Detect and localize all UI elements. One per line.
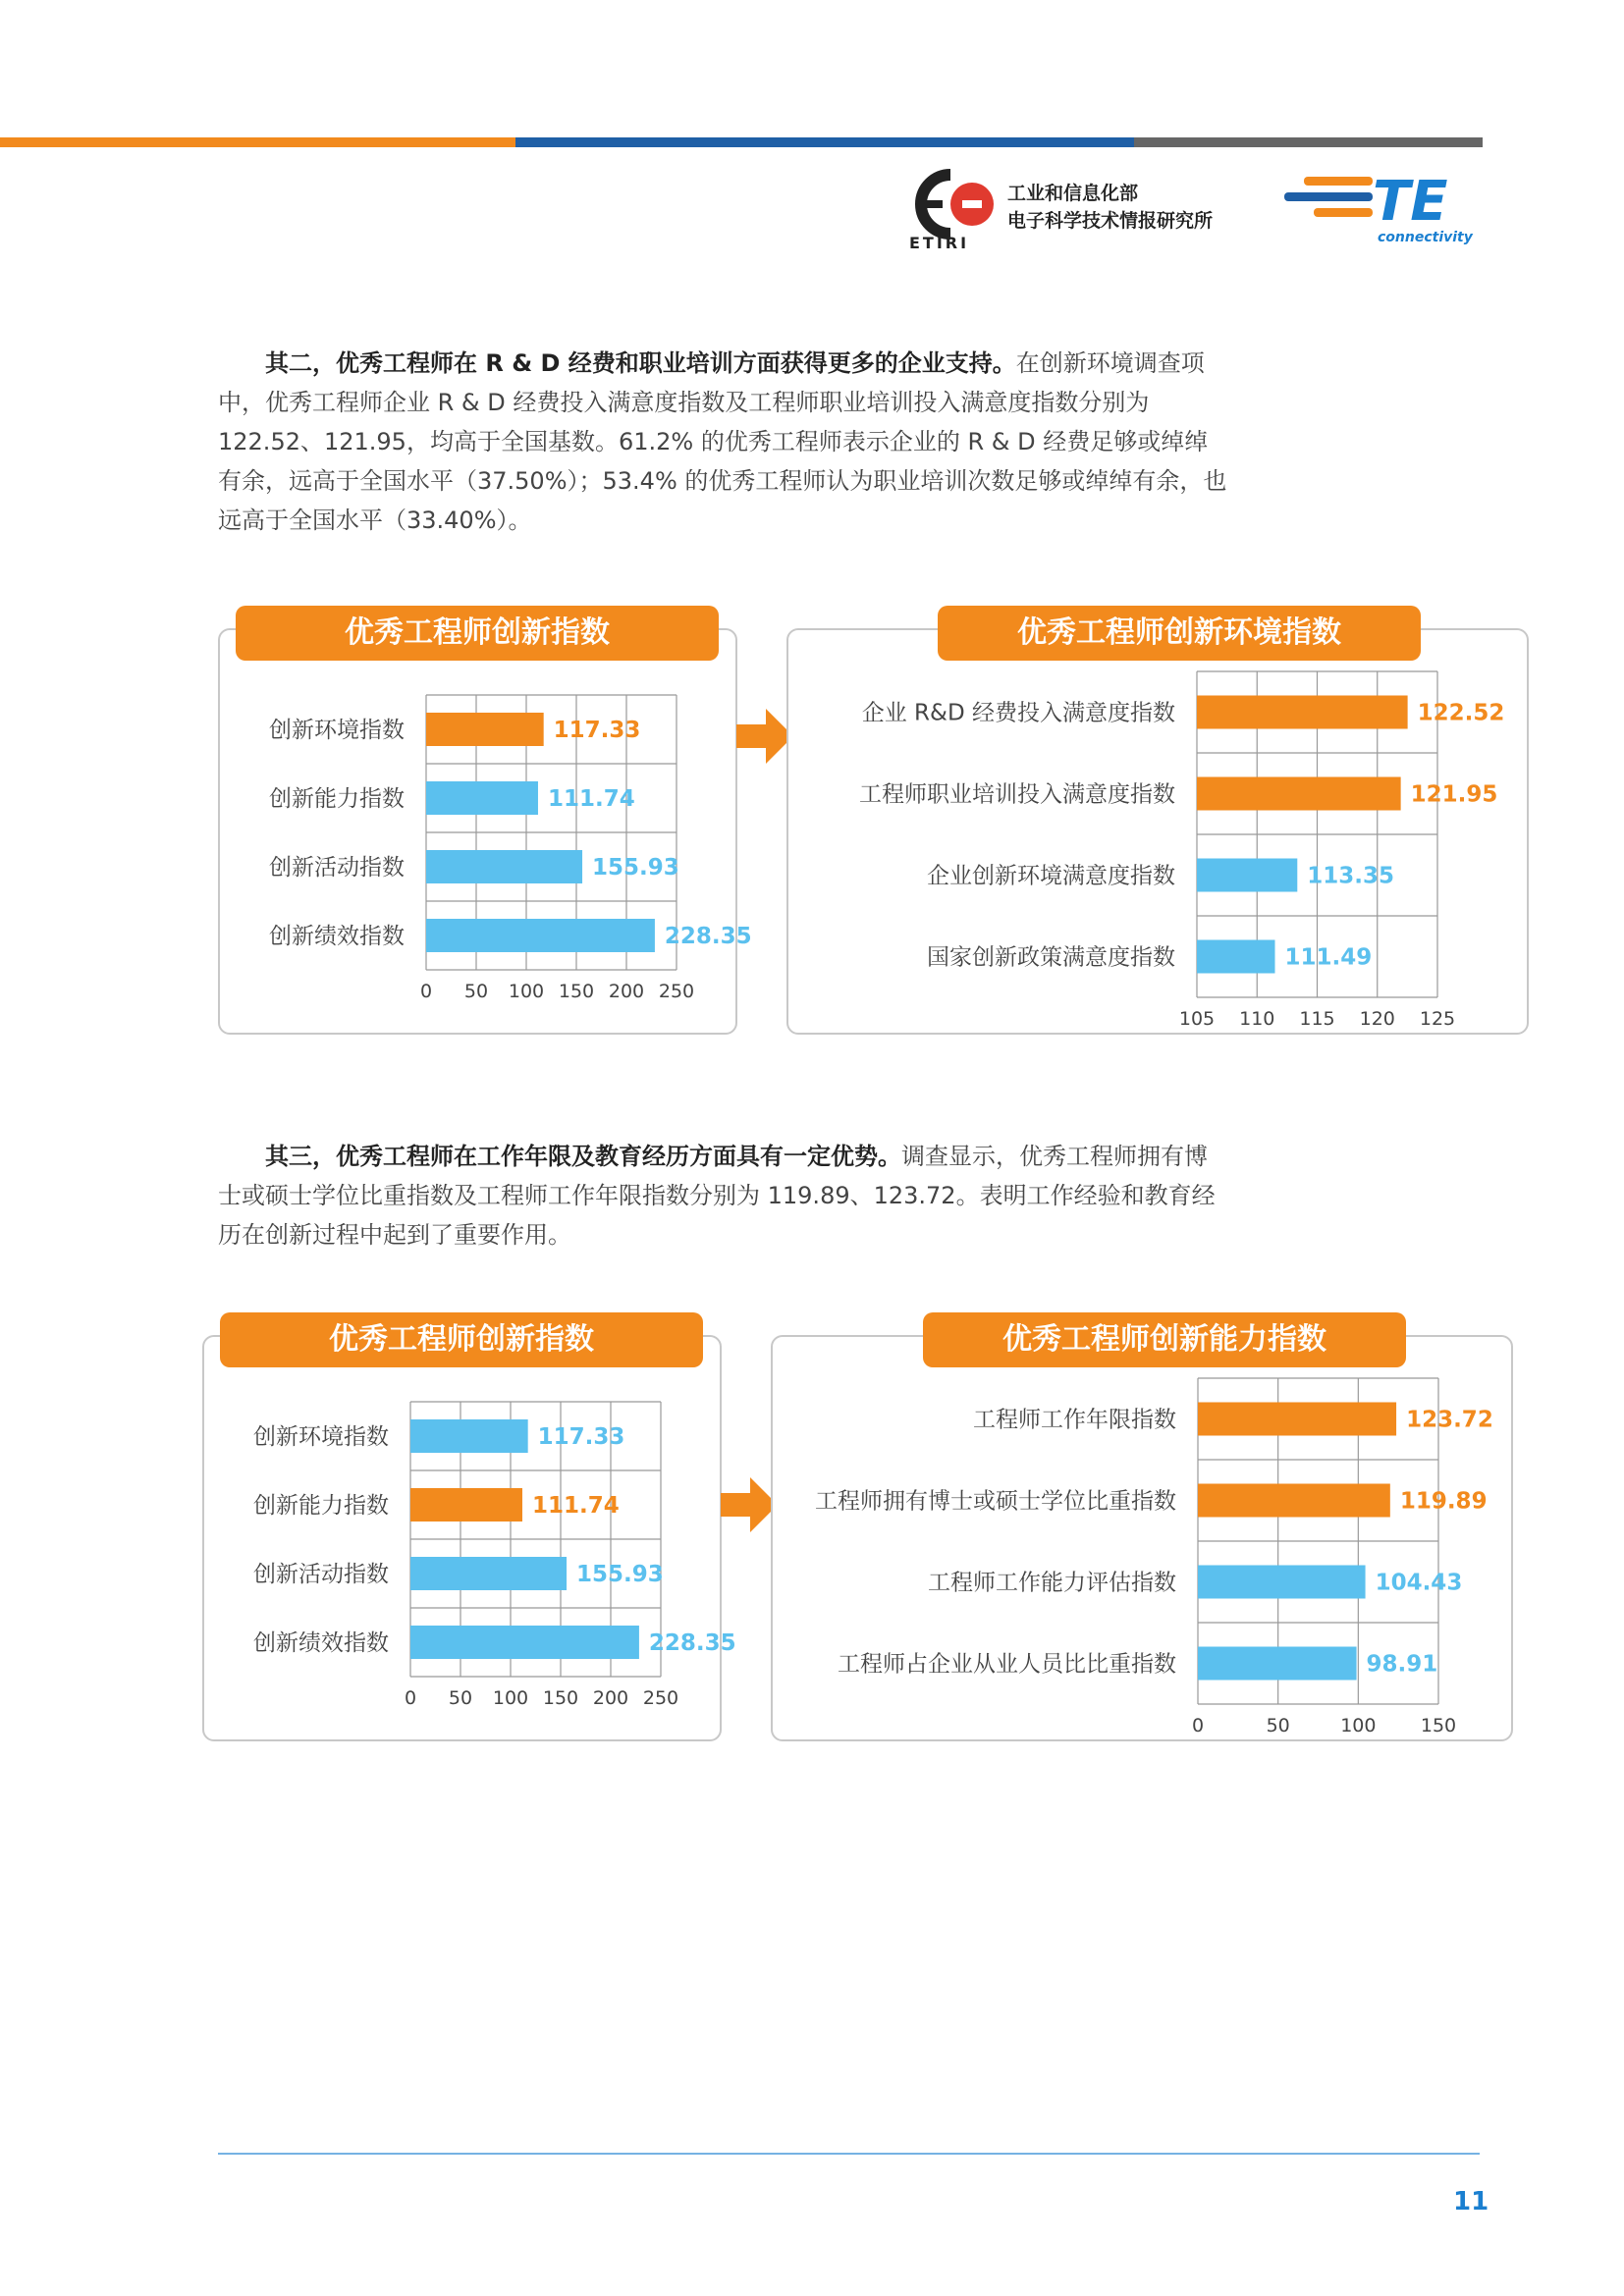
paragraph-body: 调查显示，优秀工程师拥有博士或硕士学位比重指数及工程师工作年限指数分别为 119.89、123.72。表明工作经验和教育经历在创新过程中起到了重要作用。 <box>218 1143 1216 1249</box>
data-label: 117.33 <box>537 1424 625 1450</box>
bar <box>1198 1484 1390 1518</box>
category-label: 创新绩效指数 <box>253 1630 389 1656</box>
chart-title: 优秀工程师创新能力指数 <box>923 1312 1406 1367</box>
x-tick-label: 150 <box>542 1687 579 1709</box>
page-number: 11 <box>1453 2187 1489 2216</box>
category-label: 工程师拥有博士或硕士学位比重指数 <box>815 1488 1176 1515</box>
x-tick-label: 150 <box>558 981 595 1002</box>
category-label: 企业 R&D 经费投入满意度指数 <box>861 700 1175 726</box>
te-tagline: connectivity <box>1378 230 1473 245</box>
data-label: 155.93 <box>592 855 679 881</box>
x-tick-label: 115 <box>1299 1008 1335 1030</box>
data-label: 111.74 <box>531 1493 620 1519</box>
x-tick-label: 0 <box>1191 1715 1205 1736</box>
x-tick-label: 100 <box>492 1687 529 1709</box>
bar <box>410 1419 528 1453</box>
bar <box>426 781 538 815</box>
category-label: 创新环境指数 <box>269 718 405 743</box>
category-label: 创新能力指数 <box>269 786 405 812</box>
org-name-line2: 电子科学技术情报研究所 <box>1007 210 1214 232</box>
x-tick-label: 0 <box>404 1687 417 1709</box>
data-label: 117.33 <box>553 718 641 743</box>
data-label: 111.49 <box>1284 944 1373 971</box>
data-label: 121.95 <box>1410 781 1498 808</box>
x-tick-label: 120 <box>1359 1008 1395 1030</box>
x-tick-label: 150 <box>1420 1715 1457 1736</box>
data-label: 113.35 <box>1307 863 1395 889</box>
data-label: 98.91 <box>1366 1651 1438 1678</box>
bar <box>1197 696 1408 729</box>
category-label: 企业创新环境满意度指数 <box>927 863 1175 889</box>
bar <box>410 1626 639 1659</box>
paragraph-rd-support <box>218 344 1229 540</box>
te-wordmark: TE <box>1373 170 1448 234</box>
bar <box>410 1557 567 1590</box>
paragraph-lead: 其二，优秀工程师在 R & D 经费和职业培训方面获得更多的企业支持。 <box>265 349 1016 377</box>
category-label: 创新绩效指数 <box>269 924 405 949</box>
bar <box>410 1488 522 1522</box>
chart-title: 优秀工程师创新指数 <box>236 606 719 661</box>
x-tick-label: 100 <box>1340 1715 1377 1736</box>
top-bar-blue <box>515 137 1134 147</box>
category-label: 工程师工作能力评估指数 <box>928 1570 1176 1596</box>
top-bar-orange <box>0 137 515 147</box>
category-label: 工程师职业培训投入满意度指数 <box>859 781 1175 808</box>
bar <box>1198 1566 1366 1599</box>
bar-chart-environment-index <box>786 628 1525 1031</box>
data-label: 155.93 <box>576 1562 664 1587</box>
org-name-line1: 工业和信息化部 <box>1007 183 1139 204</box>
data-label: 228.35 <box>664 924 752 949</box>
bar-chart-capability-index <box>771 1335 1509 1737</box>
data-label: 122.52 <box>1417 700 1505 726</box>
category-label: 创新活动指数 <box>269 855 405 881</box>
footer-divider <box>218 2153 1480 2155</box>
category-label: 创新能力指数 <box>253 1493 389 1519</box>
x-tick-label: 250 <box>658 981 695 1002</box>
x-tick-label: 50 <box>463 981 489 1002</box>
category-label: 创新环境指数 <box>253 1424 389 1450</box>
x-tick-label: 250 <box>642 1687 679 1709</box>
bar <box>1197 859 1297 892</box>
chart-title: 优秀工程师创新环境指数 <box>938 606 1421 661</box>
x-tick-label: 105 <box>1178 1008 1216 1030</box>
data-label: 111.74 <box>547 786 635 812</box>
bar <box>1198 1403 1396 1436</box>
x-tick-label: 100 <box>508 981 545 1002</box>
data-label: 123.72 <box>1406 1407 1493 1433</box>
x-tick-label: 200 <box>592 1687 629 1709</box>
chart-title: 优秀工程师创新指数 <box>220 1312 703 1367</box>
bar <box>1197 777 1401 811</box>
te-logo-icon <box>1284 169 1481 238</box>
x-tick-label: 200 <box>608 981 645 1002</box>
data-label: 119.89 <box>1399 1488 1488 1515</box>
bar <box>1198 1647 1357 1681</box>
x-tick-label: 110 <box>1239 1008 1275 1030</box>
bar <box>426 850 582 883</box>
category-label: 工程师工作年限指数 <box>973 1407 1176 1433</box>
category-label: 创新活动指数 <box>253 1562 389 1587</box>
x-tick-label: 50 <box>1266 1715 1290 1736</box>
bar <box>1197 940 1275 974</box>
paragraph-lead: 其三，优秀工程师在工作年限及教育经历方面具有一定优势。 <box>265 1143 901 1170</box>
x-tick-label: 50 <box>448 1687 473 1709</box>
x-tick-label: 125 <box>1419 1008 1456 1030</box>
top-bar-gray <box>1134 137 1483 147</box>
data-label: 228.35 <box>648 1630 736 1656</box>
bar <box>426 713 544 746</box>
category-label: 国家创新政策满意度指数 <box>927 944 1175 971</box>
bar <box>426 919 655 952</box>
data-label: 104.43 <box>1375 1570 1463 1596</box>
bar-chart-innovation-index <box>218 628 752 1031</box>
category-label: 工程师占企业从业人员比比重指数 <box>838 1651 1176 1678</box>
x-tick-label: 0 <box>419 981 433 1002</box>
paragraph-body: 在创新环境调查项中，优秀工程师企业 R & D 经费投入满意度指数及工程师职业培训投入满意度指数分别为 122.52、121.95，均高于全国基数。61.2% 的优秀工程师表示企业的 R & D 经费足够或绰绰有余，远高于全国水平（37.50%）；53.4% 的优秀工程师认为职业培训次数足够或绰绰有余，也远高于全国水平（33.40%）。 <box>218 349 1227 534</box>
paragraph-experience-education <box>218 1137 1229 1255</box>
bar-chart-innovation-index-2 <box>202 1335 736 1737</box>
etiri-wordmark: ETIRI <box>909 234 970 252</box>
